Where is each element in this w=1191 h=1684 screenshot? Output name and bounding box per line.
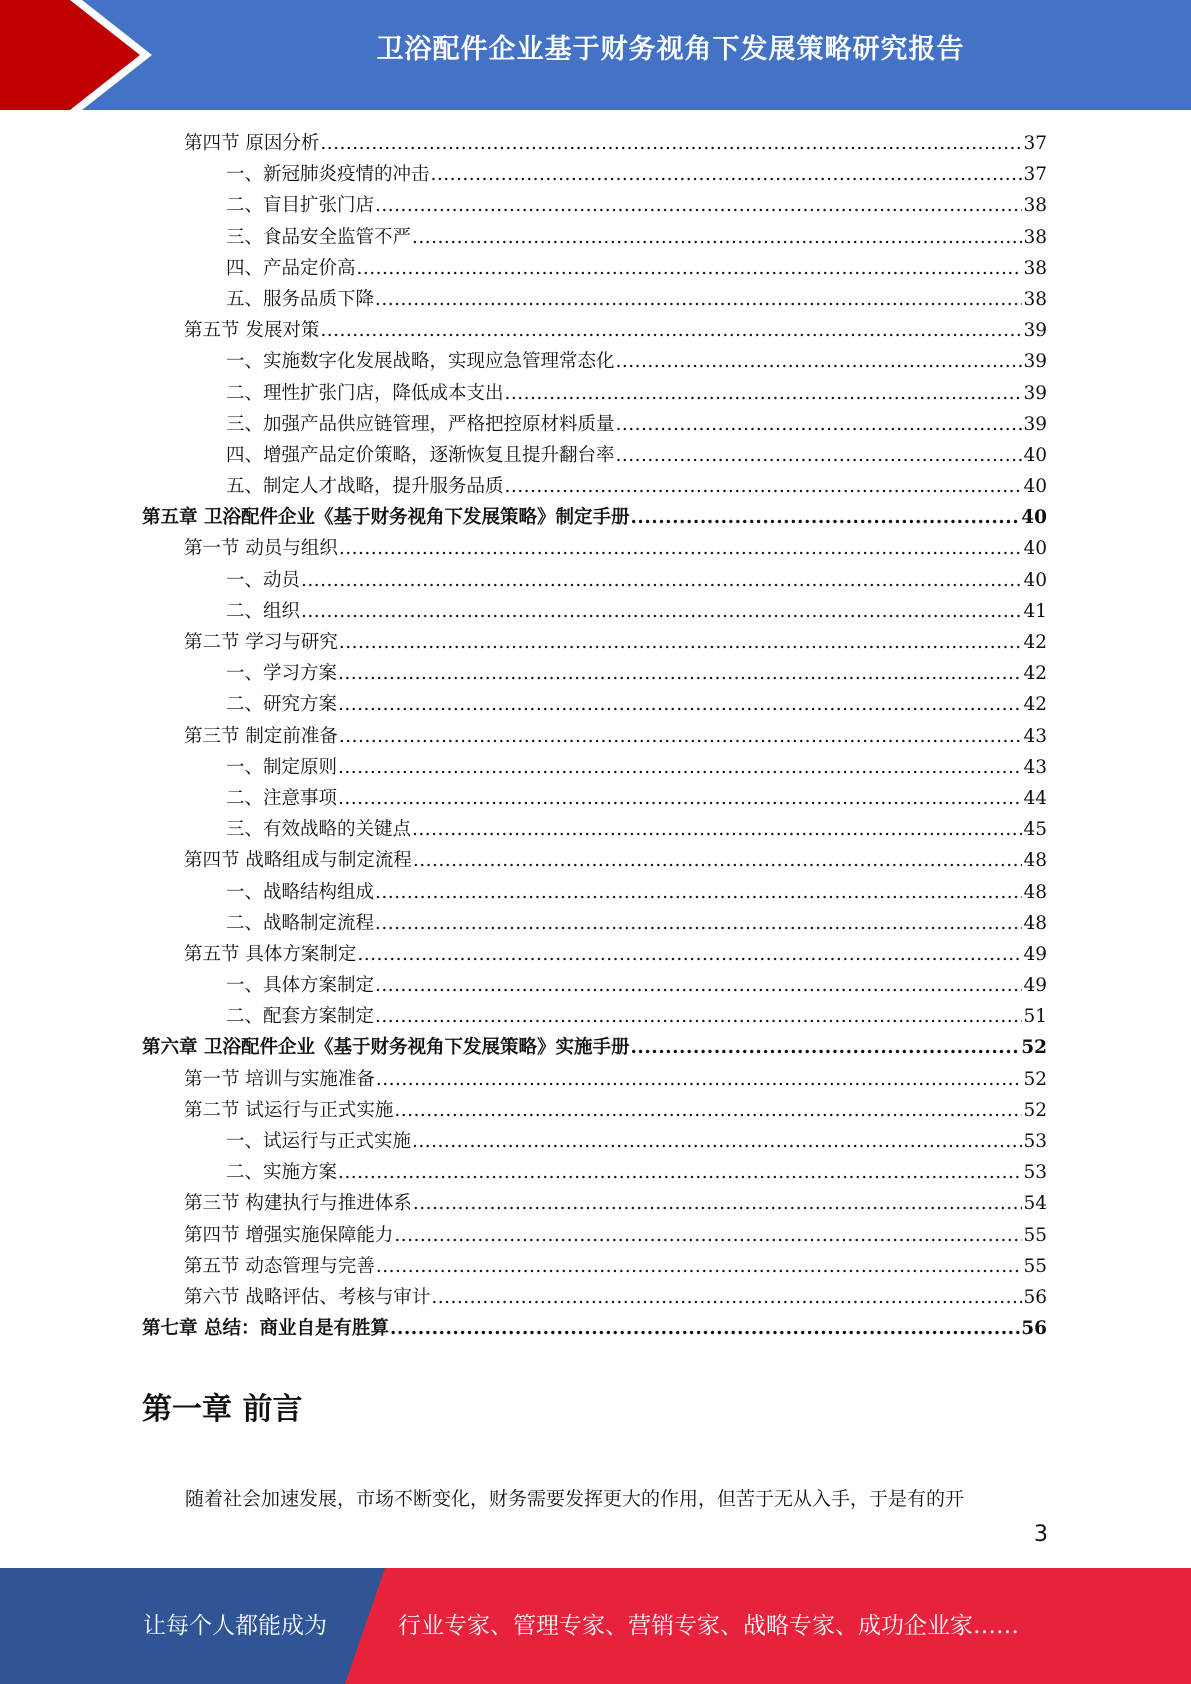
toc-entry[interactable] — [142, 814, 1047, 845]
toc-entry-page: 40 — [1023, 444, 1047, 466]
toc-entry-title: 第六章 卫浴配件企业《基于财务视角下发展策略》实施手册 — [142, 1037, 630, 1059]
toc-entry-page: 54 — [1023, 1193, 1047, 1215]
toc-entry-title: 第五节 发展对策 — [184, 320, 320, 342]
toc-dot-leader — [431, 1282, 1022, 1313]
toc-entry-page: 39 — [1023, 382, 1047, 404]
toc-dot-leader — [301, 565, 1022, 596]
toc-dot-leader — [394, 1220, 1022, 1251]
toc-entry[interactable] — [142, 783, 1047, 814]
toc-entry[interactable] — [142, 627, 1047, 658]
toc-entry-page: 40 — [1021, 507, 1047, 529]
toc-entry-page: 38 — [1023, 257, 1047, 279]
page-footer — [0, 1568, 1191, 1684]
toc-entry[interactable] — [142, 502, 1047, 533]
toc-entry-page: 38 — [1023, 195, 1047, 217]
toc-entry-page: 43 — [1023, 756, 1047, 778]
toc-entry-page: 37 — [1023, 164, 1047, 186]
footer-slogan-right: 行业专家、管理专家、营销专家、战略专家、成功企业家…… — [398, 1613, 1019, 1639]
toc-entry-title: 二、配套方案制定 — [226, 1006, 375, 1028]
toc-entry-title: 三、有效战略的关键点 — [226, 819, 412, 841]
toc-entry-page: 42 — [1023, 632, 1047, 653]
toc-entry[interactable] — [142, 315, 1047, 346]
toc-dot-leader — [630, 502, 1020, 533]
toc-entry-page: 49 — [1023, 975, 1047, 997]
toc-entry-title: 第七章 总结：商业自是有胜算 — [142, 1318, 389, 1340]
toc-entry[interactable] — [142, 658, 1047, 689]
toc-entry[interactable] — [142, 1064, 1047, 1095]
toc-entry-title: 第一节 培训与实施准备 — [184, 1068, 375, 1090]
toc-entry[interactable] — [142, 253, 1047, 284]
toc-dot-leader — [412, 814, 1022, 845]
toc-entry-title: 第四节 战略组成与制定流程 — [184, 850, 412, 872]
toc-entry-title: 第五章 卫浴配件企业《基于财务视角下发展策略》制定手册 — [142, 507, 630, 529]
toc-entry-page: 42 — [1023, 663, 1047, 685]
toc-entry[interactable] — [142, 222, 1047, 253]
toc-dot-leader — [394, 1095, 1022, 1126]
toc-entry-page: 52 — [1021, 1037, 1047, 1059]
toc-entry-page: 43 — [1023, 725, 1047, 747]
toc-dot-leader — [412, 1126, 1022, 1157]
toc-entry-title: 第二节 学习与研究 — [184, 632, 338, 653]
toc-entry-page: 40 — [1023, 538, 1047, 560]
toc-dot-leader — [338, 658, 1022, 689]
toc-entry-page: 56 — [1021, 1318, 1047, 1340]
toc-entry-title: 第五节 动态管理与完善 — [184, 1255, 375, 1277]
toc-entry-title: 第四节 原因分析 — [184, 133, 320, 154]
toc-entry[interactable] — [142, 939, 1047, 970]
toc-entry[interactable] — [142, 409, 1047, 440]
toc-entry-title: 第一节 动员与组织 — [184, 538, 338, 560]
toc-dot-leader — [431, 159, 1023, 190]
toc-dot-leader — [357, 253, 1023, 284]
toc-entry[interactable] — [142, 159, 1047, 190]
toc-dot-leader — [320, 128, 1022, 159]
toc-dot-leader — [320, 315, 1022, 346]
toc-entry[interactable] — [142, 1220, 1047, 1251]
toc-entry-page: 39 — [1023, 413, 1047, 435]
page-number: 3 — [1034, 1522, 1048, 1547]
toc-entry-title: 一、具体方案制定 — [226, 975, 375, 997]
toc-entry[interactable] — [142, 1126, 1047, 1157]
toc-entry-page: 49 — [1023, 943, 1047, 965]
footer-slogan-left: 让每个人都能成为 — [143, 1613, 327, 1639]
toc-entry[interactable] — [142, 346, 1047, 377]
toc-dot-leader — [339, 627, 1023, 658]
toc-entry-page: 48 — [1023, 881, 1047, 903]
toc-entry-title: 五、服务品质下降 — [226, 288, 375, 310]
toc-dot-leader — [376, 1251, 1023, 1282]
toc-entry-title: 三、加强产品供应链管理，严格把控原材料质量 — [226, 413, 615, 435]
toc-dot-leader — [339, 721, 1023, 752]
toc-entry-title: 一、制定原则 — [226, 756, 338, 778]
toc-entry-page: 56 — [1023, 1286, 1047, 1308]
toc-entry-page: 37 — [1023, 133, 1047, 154]
toc-entry-page: 41 — [1023, 600, 1047, 622]
toc-entry[interactable] — [142, 471, 1047, 502]
toc-dot-leader — [338, 752, 1022, 783]
toc-entry[interactable] — [142, 1251, 1047, 1282]
toc-dot-leader — [412, 222, 1022, 253]
toc-entry-page: 38 — [1023, 288, 1047, 310]
toc-entry-title: 三、食品安全监管不严 — [226, 226, 412, 248]
toc-entry[interactable] — [142, 877, 1047, 908]
toc-entry[interactable] — [142, 1001, 1047, 1032]
toc-entry-page: 45 — [1023, 819, 1047, 841]
toc-entry-title: 五、制定人才战略，提升服务品质 — [226, 476, 504, 498]
toc-entry-title: 第四节 增强实施保障能力 — [184, 1224, 394, 1246]
toc-entry-title: 第二节 试运行与正式实施 — [184, 1099, 394, 1121]
toc-entry[interactable] — [142, 1313, 1047, 1344]
toc-dot-leader — [375, 1001, 1022, 1032]
toc-entry-page: 55 — [1023, 1255, 1047, 1277]
toc-entry[interactable] — [142, 908, 1047, 939]
toc-entry-title: 二、理性扩张门店，降低成本支出 — [226, 382, 504, 404]
toc-entry-title: 一、新冠肺炎疫情的冲击 — [226, 164, 430, 186]
toc-dot-leader — [338, 689, 1022, 720]
toc-dot-leader — [301, 596, 1022, 627]
toc-entry-page: 38 — [1023, 226, 1047, 248]
toc-entry-title: 二、研究方案 — [226, 694, 338, 716]
toc-entry[interactable] — [142, 1095, 1047, 1126]
toc-dot-leader — [338, 1157, 1022, 1188]
toc-entry-title: 二、战略制定流程 — [226, 912, 375, 934]
toc-entry[interactable] — [142, 596, 1047, 627]
toc-dot-leader — [376, 1064, 1023, 1095]
toc-entry-title: 一、试运行与正式实施 — [226, 1131, 412, 1152]
toc-dot-leader — [357, 939, 1022, 970]
toc-dot-leader — [413, 1188, 1023, 1219]
toc-entry-title: 四、增强产品定价策略，逐渐恢复且提升翻台率 — [226, 444, 615, 466]
toc-entry[interactable] — [142, 1188, 1047, 1219]
toc-dot-leader — [505, 471, 1023, 502]
toc-dot-leader — [375, 284, 1022, 315]
toc-dot-leader — [630, 1032, 1020, 1063]
toc-entry[interactable] — [142, 565, 1047, 596]
toc-entry[interactable] — [142, 190, 1047, 221]
toc-entry-page: 39 — [1023, 351, 1047, 373]
toc-entry-title: 第六节 战略评估、考核与审计 — [184, 1286, 431, 1308]
toc-entry-title: 二、实施方案 — [226, 1162, 338, 1184]
toc-entry-page: 48 — [1023, 850, 1047, 872]
toc-entry[interactable] — [142, 721, 1047, 752]
toc-dot-leader — [390, 1313, 1020, 1344]
toc-dot-leader — [375, 190, 1022, 221]
toc-dot-leader — [375, 877, 1022, 908]
toc-entry-page: 55 — [1023, 1224, 1047, 1246]
toc-entry-page: 53 — [1023, 1162, 1047, 1184]
toc-entry-title: 第三节 构建执行与推进体系 — [184, 1193, 412, 1215]
toc-entry-title: 第五节 具体方案制定 — [184, 943, 357, 965]
toc-entry-title: 一、学习方案 — [226, 663, 338, 685]
toc-entry-title: 一、实施数字化发展战略，实现应急管理常态化 — [226, 351, 615, 373]
toc-entry-title: 第三节 制定前准备 — [184, 725, 338, 747]
toc-entry-title: 二、注意事项 — [226, 787, 338, 809]
toc-dot-leader — [616, 440, 1023, 471]
page-header — [0, 0, 1191, 110]
toc-entry[interactable] — [142, 1032, 1047, 1063]
toc-entry-page: 48 — [1023, 912, 1047, 934]
toc-entry[interactable] — [142, 284, 1047, 315]
toc-dot-leader — [375, 908, 1022, 939]
toc-entry[interactable] — [142, 970, 1047, 1001]
toc-entry-page: 51 — [1023, 1006, 1047, 1028]
toc-entry-page: 42 — [1023, 694, 1047, 716]
toc-dot-leader — [616, 409, 1023, 440]
toc-entry-page: 44 — [1023, 787, 1047, 809]
toc-entry[interactable] — [142, 128, 1047, 159]
header-title: 卫浴配件企业基于财务视角下发展策略研究报告 — [376, 34, 965, 65]
toc-entry[interactable] — [142, 689, 1047, 720]
toc-entry-title: 一、动员 — [226, 569, 301, 591]
toc-entry-page: 40 — [1023, 476, 1047, 498]
chapter-heading: 第一章 前言 — [142, 1392, 303, 1427]
toc-entry[interactable] — [142, 440, 1047, 471]
toc-entry-page: 52 — [1023, 1099, 1047, 1121]
toc-dot-leader — [338, 783, 1022, 814]
toc-entry[interactable] — [142, 378, 1047, 409]
toc-entry-page: 52 — [1023, 1068, 1047, 1090]
body-paragraph: 随着社会加速发展，市场不断变化，财务需要发挥更大的作用，但苦于无从入手，于是有的开 — [185, 1488, 965, 1510]
toc-entry[interactable] — [142, 533, 1047, 564]
toc-entry[interactable] — [142, 845, 1047, 876]
toc-entry-title: 一、战略结构组成 — [226, 881, 375, 903]
toc-entry-title: 四、产品定价高 — [226, 257, 356, 279]
toc-entry[interactable] — [142, 752, 1047, 783]
toc-dot-leader — [505, 378, 1023, 409]
table-of-contents — [142, 128, 1047, 1344]
toc-entry[interactable] — [142, 1282, 1047, 1313]
toc-dot-leader — [616, 346, 1023, 377]
toc-entry-title: 二、组织 — [226, 600, 301, 622]
toc-entry-page: 53 — [1023, 1131, 1047, 1152]
toc-dot-leader — [413, 845, 1023, 876]
toc-entry-page: 39 — [1023, 320, 1047, 342]
toc-entry[interactable] — [142, 1157, 1047, 1188]
toc-entry-title: 二、盲目扩张门店 — [226, 195, 375, 217]
toc-dot-leader — [339, 533, 1023, 564]
toc-entry-page: 40 — [1023, 569, 1047, 591]
toc-dot-leader — [375, 970, 1022, 1001]
